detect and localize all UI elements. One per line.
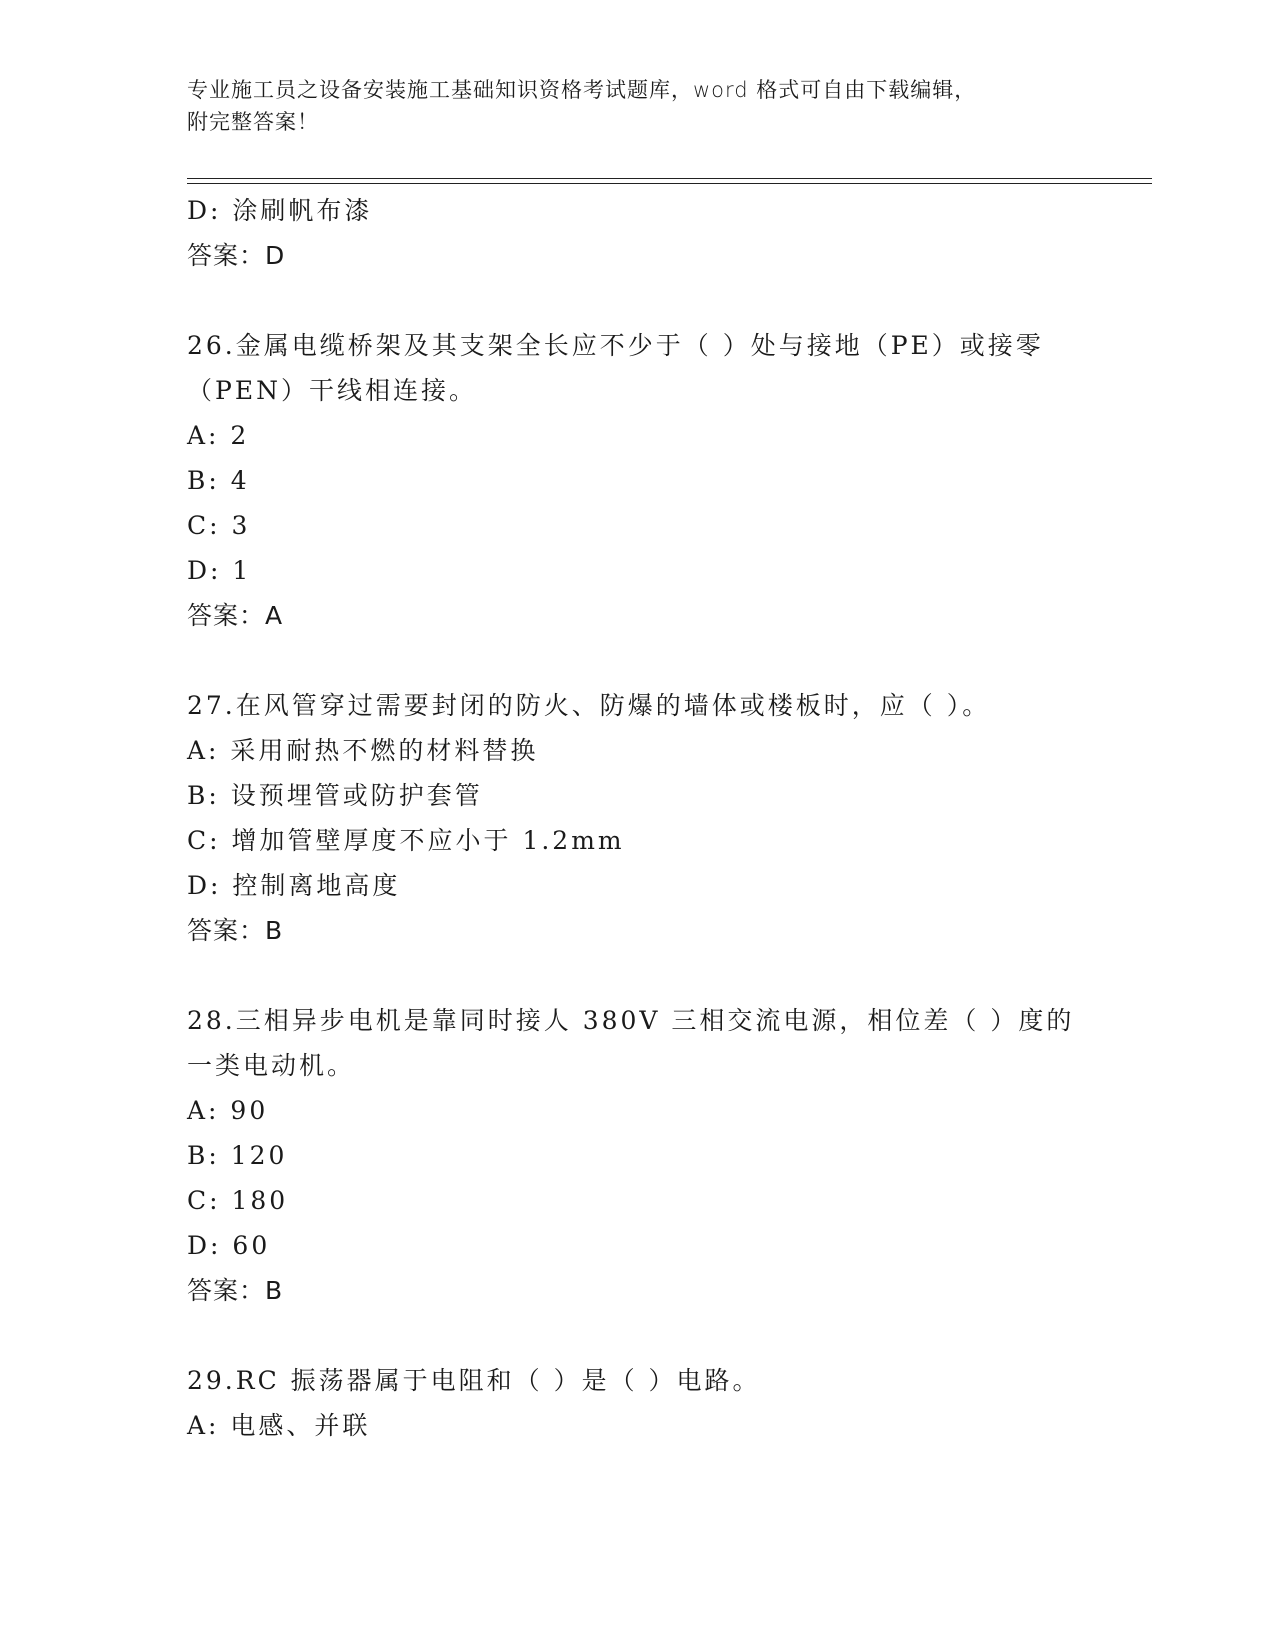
question-stem-continued: 一类电动机。 bbox=[187, 1051, 356, 1080]
question-28 bbox=[187, 998, 1137, 1313]
spacer bbox=[187, 953, 1137, 998]
document-header bbox=[187, 74, 1087, 138]
option-b: B: 设预埋管或防护套管 bbox=[187, 781, 483, 810]
option-b: B: 4 bbox=[187, 466, 250, 495]
question-stem: 26.金属电缆桥架及其支架全长应不少于（ ）处与接地（PE）或接零 bbox=[187, 331, 1044, 360]
option-d: D: 60 bbox=[187, 1231, 271, 1260]
option-c: C: 增加管壁厚度不应小于 1.2mm bbox=[187, 826, 625, 855]
answer-line: 答案：B bbox=[187, 1276, 284, 1305]
option-b: B: 120 bbox=[187, 1141, 288, 1170]
option-d: D: 涂刷帆布漆 bbox=[187, 196, 373, 225]
spacer bbox=[187, 638, 1137, 683]
answer-line: 答案：D bbox=[187, 241, 286, 270]
option-c: C: 3 bbox=[187, 511, 251, 540]
option-d: D: 控制离地高度 bbox=[187, 871, 401, 900]
option-a: A: 2 bbox=[187, 421, 250, 450]
spacer bbox=[187, 278, 1137, 323]
answer-line: 答案：B bbox=[187, 916, 284, 945]
question-stem: 27.在风管穿过需要封闭的防火、防爆的墙体或楼板时，应（ ）。 bbox=[187, 691, 991, 720]
header-divider-bottom bbox=[187, 183, 1152, 184]
header-divider-top bbox=[187, 178, 1152, 179]
question-stem: 29.RC 振荡器属于电阻和（ ）是（ ）电路。 bbox=[187, 1366, 761, 1395]
spacer bbox=[187, 1313, 1137, 1358]
option-a: A: 采用耐热不燃的材料替换 bbox=[187, 736, 539, 765]
question-29 bbox=[187, 1358, 1137, 1448]
option-c: C: 180 bbox=[187, 1186, 289, 1215]
question-27 bbox=[187, 683, 1137, 953]
option-d: D: 1 bbox=[187, 556, 252, 585]
prev-question-tail bbox=[187, 188, 1137, 278]
question-list bbox=[187, 188, 1137, 1448]
header-line-1: 专业施工员之设备安装施工基础知识资格考试题库，word 格式可自由下载编辑， bbox=[187, 78, 977, 102]
answer-line: 答案：A bbox=[187, 601, 284, 630]
question-26 bbox=[187, 323, 1137, 638]
option-a: A: 电感、并联 bbox=[187, 1411, 371, 1440]
option-a: A: 90 bbox=[187, 1096, 269, 1125]
question-stem: 28.三相异步电机是靠同时接人 380V 三相交流电源，相位差（ ）度的 bbox=[187, 1006, 1075, 1035]
header-line-2: 附完整答案！ bbox=[187, 110, 319, 134]
question-stem-continued: （PEN）干线相连接。 bbox=[187, 376, 477, 405]
